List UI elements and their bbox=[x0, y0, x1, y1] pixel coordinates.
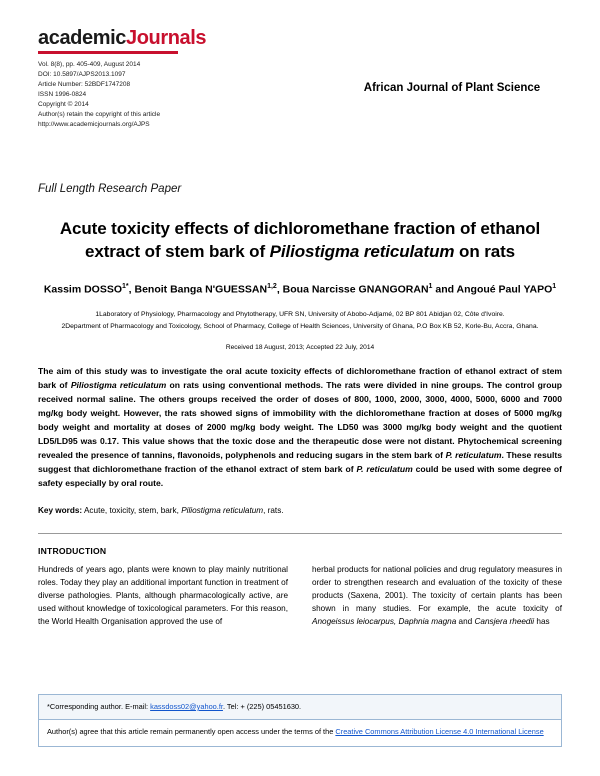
intro-right-species-1: Anogeissus leiocarpus, Daphnia magna bbox=[312, 616, 457, 626]
two-column-body bbox=[38, 564, 562, 629]
abstract-species-3: P. reticulatum bbox=[356, 463, 413, 474]
corresponding-author-tel: . Tel: + (225) 05451630. bbox=[222, 702, 302, 711]
imprint-line-volume: Vol. 8(8), pp. 405-409, August 2014 bbox=[38, 61, 141, 68]
keywords-label: Key words: bbox=[38, 505, 83, 515]
journal-title: African Journal of Plant Science bbox=[363, 82, 541, 94]
article-content bbox=[38, 183, 562, 629]
abstract bbox=[38, 365, 562, 490]
column-right bbox=[312, 564, 562, 629]
intro-paragraph-left: Hundreds of years ago, plants were known to play mainly nutritional roles. Today they play an additional important function in treatment of diverse pathologies. Plants, although pharmacologically active, are used without knowledge of toxicological parameters. For this reason, the World Health Organisation approved the use of bbox=[38, 564, 288, 626]
intro-paragraph-right bbox=[312, 564, 562, 629]
open-access-license-note bbox=[39, 720, 561, 745]
abstract-species-2: P. reticulatum bbox=[445, 449, 502, 460]
page-title bbox=[38, 217, 562, 264]
corresponding-author-note bbox=[39, 695, 561, 720]
affiliations-block bbox=[38, 310, 562, 332]
logo-text-journals: Journals bbox=[125, 27, 207, 49]
abstract-species-1: Piliostigma reticulatum bbox=[70, 380, 167, 391]
paper-type-label: Full Length Research Paper bbox=[38, 183, 182, 195]
title-segment-2: on rats bbox=[454, 242, 516, 262]
license-text: Author(s) agree that this article remain permanently open access under the terms of the bbox=[47, 727, 336, 737]
section-divider bbox=[38, 533, 562, 534]
masthead bbox=[38, 28, 562, 130]
abstract-segment-1: The aim of this study was to investigate the oral acute toxicity effects of dichloromethane fraction of ethanol extract of stem bark of bbox=[38, 366, 562, 391]
imprint-line-issn: ISSN 1996-0824 bbox=[38, 91, 87, 99]
imprint-line-article-number: Article Number: 52BDF1747208 bbox=[38, 81, 131, 89]
keywords-segment-2: , rats. bbox=[263, 505, 284, 515]
corresponding-author-email[interactable]: kassdoss02@yahoo.fr bbox=[150, 702, 223, 711]
keywords-species: Piliostigma reticulatum bbox=[181, 505, 264, 515]
abstract-segment-3: . These results suggest that dichloromethane fraction of the ethanol extract of stem bark of bbox=[38, 449, 562, 474]
received-accepted-dates: Received 18 August, 2013; Accepted 22 July, 2014 bbox=[225, 344, 375, 352]
title-species-name: Piliostigma reticulatum bbox=[269, 242, 455, 262]
imprint-block bbox=[38, 60, 288, 130]
title-segment-1: Acute toxicity effects of dichloromethane fraction of ethanol extract of stem bark of bbox=[59, 219, 541, 262]
imprint-line-rights: Author(s) retain the copyright of this article bbox=[38, 111, 161, 119]
imprint-line-copyright: Copyright © 2014 bbox=[38, 101, 89, 109]
keywords-segment-1: Acute, toxicity, stem, bark, bbox=[82, 505, 182, 515]
author-list: Kassim $DOSSO^{1*}$, Benoit Banga N'GUESSAN$^{1,2}$, Boua Narcisse GNANGORAN$^1$ and Angoué Paul YAPO$^1$ bbox=[43, 282, 557, 296]
imprint-line-url[interactable]: http://www.academicjournals.org/AJPS bbox=[38, 121, 150, 129]
academic-journals-logo bbox=[38, 28, 562, 48]
masthead-row bbox=[38, 60, 562, 130]
intro-right-segment-3: has bbox=[534, 616, 550, 626]
affiliation-1: 1Laboratory of Physiology, Pharmacology and Phytotherapy, UFR SN, University of Abobo-Adjamé, 02 BP 801 Abidjan 02, Côte d'Ivoire. bbox=[95, 311, 505, 319]
intro-right-species-2: Cansjera rheedii bbox=[474, 616, 535, 626]
imprint-line-doi: DOI: 10.5897/AJPS2013.1097 bbox=[38, 71, 126, 79]
footer-box bbox=[38, 694, 562, 747]
logo-text-academic: academic bbox=[38, 27, 126, 49]
keywords-line bbox=[38, 505, 562, 517]
introduction-heading: INTRODUCTION bbox=[38, 545, 107, 556]
affiliation-2: 2Department of Pharmacology and Toxicology, School of Pharmacy, College of Health Sciences, University of Ghana, P.O Box KB 52, Korle-Bu, Accra, Ghana. bbox=[61, 322, 539, 330]
corresponding-author-label: *Corresponding author. E-mail: bbox=[47, 702, 149, 711]
column-left bbox=[38, 564, 288, 629]
intro-right-segment-2: and bbox=[456, 616, 475, 626]
abstract-segment-2: on rats using conventional methods. The rats were divided in nine groups. The control group received normal saline. The others groups received the order of doses of 800, 1000, 2000, 3000, 4000, 5000, 6000 and 7000 mg/kg body weight. However, the rats showed signs of immobility with the dichloromethane fraction at doses of 5000 mg/kg body weight and mortality at doses of 2000 mg/kg body weight. The LD50 was 3000 mg/kg body weight and the quotient LD5/LD95 was 0.17. This value shows that the toxic dose and the therapeutic dose were not distant. Phytochemical screening revealed the presence of tannins, flavonoids, polyphenols and reducing sugars in the stem bark of bbox=[38, 380, 562, 460]
logo-underline-rule bbox=[38, 51, 178, 54]
abstract-segment-4: could be used with some degree of safety especially by oral route. bbox=[38, 463, 562, 488]
license-link[interactable]: Creative Commons Attribution License 4.0 International License bbox=[335, 727, 544, 737]
intro-right-segment-1: herbal products for national policies and drug regulatory measures in order to strengthen research and evaluation of the toxicity of these products (Saxena, 2001). The toxicity of certain plants has been shown in many studies. For example, the acute toxicity of bbox=[312, 564, 562, 613]
